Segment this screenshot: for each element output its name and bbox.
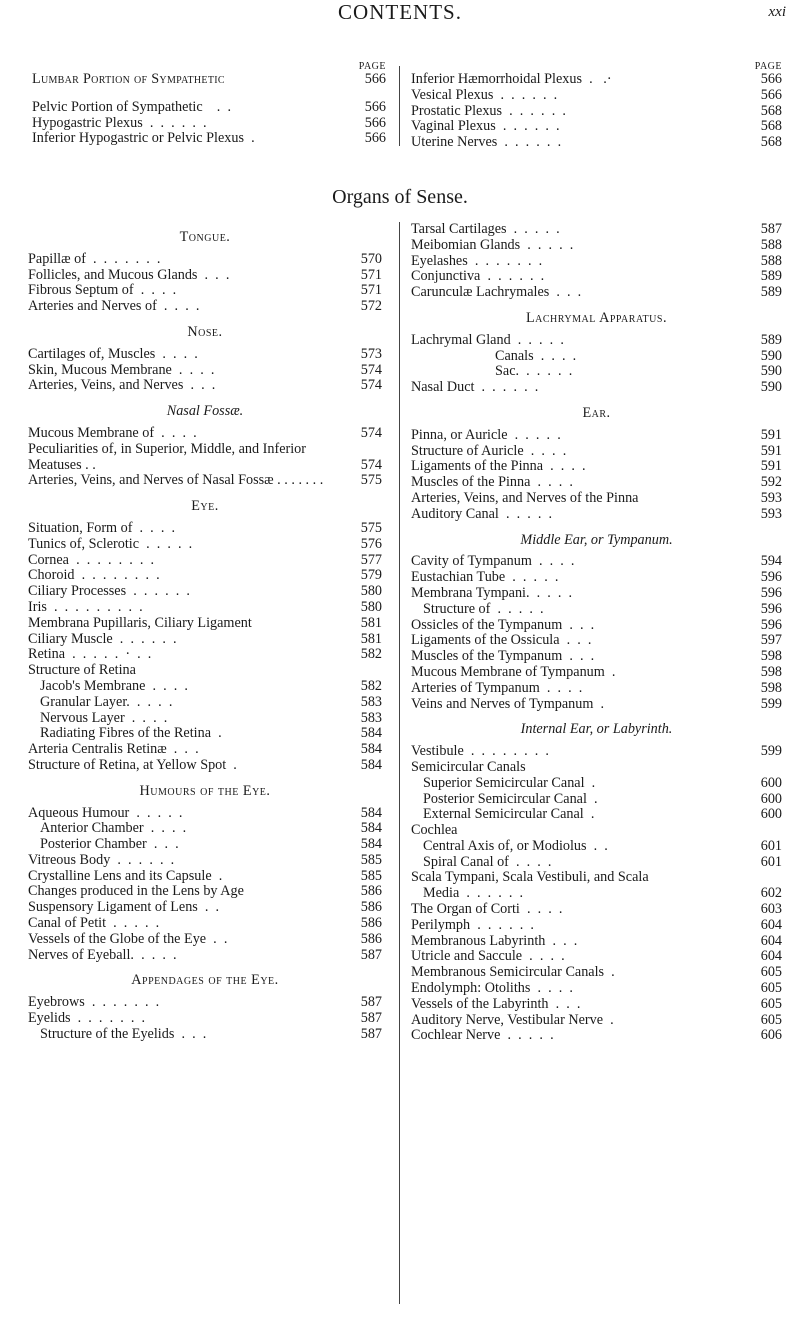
- toc-entry: [32, 116, 386, 132]
- toc-entry: [28, 616, 382, 632]
- toc-entry: [28, 837, 382, 853]
- page-title: CONTENTS.: [338, 0, 462, 24]
- toc-entry-text: The Organ of Corti . . . .: [411, 902, 563, 918]
- toc-entry-page: 566: [364, 130, 386, 147]
- toc-entry-text: Ossicles of the Tympanum . . .: [411, 617, 595, 633]
- toc-entry-text: Scala Tympani, Scala Vestibuli, and Scala: [411, 869, 649, 886]
- toc-entry-text: Eyebrows . . . . . . .: [28, 995, 160, 1011]
- toc-entry: [28, 473, 382, 489]
- toc-entry: [411, 491, 782, 507]
- toc-entry-page: [358, 663, 382, 679]
- toc-entry: [28, 695, 382, 711]
- toc-entry: [28, 521, 382, 537]
- toc-entry-page: 596: [760, 600, 782, 617]
- toc-entry-page: 584: [360, 741, 382, 758]
- toc-entry: [411, 570, 782, 586]
- toc-entry-text: Tarsal Cartilages . . . . .: [411, 222, 560, 237]
- top-right-column: [411, 62, 782, 151]
- toc-entry-page: 586: [360, 930, 382, 947]
- toc-entry-page: 581: [360, 614, 382, 631]
- toc-entry: [28, 299, 382, 315]
- toc-entry-page: 600: [760, 806, 782, 823]
- toc-entry-page: 572: [360, 298, 382, 315]
- toc-entry: [411, 618, 782, 634]
- toc-entry: [411, 902, 782, 918]
- toc-entry-text: Arteries, Veins, and Nerves of the Pinna: [411, 490, 639, 506]
- toc-entry-page: 568: [760, 118, 782, 135]
- toc-entry-page: 583: [360, 709, 382, 726]
- toc-entry-text: Veins and Nerves of Tympanum .: [411, 696, 604, 712]
- toc-entry-text: Choroid . . . . . . . .: [28, 568, 160, 584]
- toc-entry: [28, 268, 382, 284]
- toc-entry-text: Changes produced in the Lens by Age: [28, 884, 244, 900]
- toc-entry: [411, 554, 782, 570]
- toc-entry: [28, 347, 382, 363]
- toc-entry-text: Aqueous Humour . . . . .: [28, 805, 183, 821]
- toc-entry-page: 593: [760, 489, 782, 506]
- toc-heading: Nose.: [187, 323, 223, 340]
- toc-entry-text: Granular Layer. . . . .: [40, 694, 173, 710]
- toc-entry: [28, 742, 382, 758]
- toc-entry-text: Arteries and Nerves of . . . .: [28, 299, 200, 315]
- toc-entry-page: 598: [760, 648, 782, 665]
- toc-entry: [28, 442, 382, 474]
- toc-entry-page: 605: [760, 1011, 782, 1028]
- toc-entry-text: Radiating Fibres of the Retina .: [40, 726, 222, 742]
- toc-entry-text: Uterine Nerves . . . . . .: [411, 135, 562, 151]
- toc-entry-page: 586: [360, 883, 382, 900]
- toc-entry-page: 587: [360, 946, 382, 963]
- toc-entry-page: 590: [760, 363, 782, 380]
- toc-entry: [28, 806, 382, 822]
- toc-entry-text: Meibomian Glands . . . . .: [411, 237, 574, 253]
- toc-heading: Tongue.: [179, 229, 231, 245]
- toc-entry: [28, 252, 382, 268]
- toc-entry: [411, 285, 782, 301]
- toc-entry-text: Sac. . . . . .: [495, 364, 573, 380]
- toc-entry-text: Structure of Retina, at Yellow Spot .: [28, 757, 237, 773]
- toc-entry-page: 587: [760, 221, 782, 237]
- toc-entry-text: Structure of . . . . .: [423, 601, 544, 617]
- toc-heading: Humours of the Eye.: [139, 782, 271, 799]
- toc-entry-text-cont: Media . . . . . .: [423, 886, 524, 902]
- toc-entry-page: 574: [360, 424, 382, 441]
- toc-entry-text: Arteries of Tympanum . . . .: [411, 680, 583, 696]
- toc-entry-page: 596: [760, 569, 782, 586]
- toc-entry-text: Posterior Semicircular Canal .: [423, 791, 598, 807]
- toc-entry-text: Arteries, Veins, and Nerves of Nasal Fossæ . . . . . . .: [28, 473, 324, 489]
- toc-entry-page: 602: [760, 885, 782, 902]
- toc-entry-text: Tunics of, Sclerotic . . . . .: [28, 536, 193, 552]
- toc-entry-text: Vessels of the Globe of the Eye . .: [28, 931, 228, 947]
- column-divider-top: [399, 66, 400, 146]
- toc-entry-text: Membrana Pupillaris, Ciliary Ligament: [28, 615, 252, 631]
- toc-entry-page: 589: [760, 331, 782, 348]
- toc-entry-page: 571: [360, 266, 382, 283]
- toc-entry-text: Perilymph . . . . . .: [411, 917, 534, 933]
- toc-subheading: Middle Ear, or Tympanum.: [520, 531, 673, 548]
- toc-entry: [411, 776, 782, 792]
- toc-entry-page: 589: [760, 284, 782, 301]
- toc-entry: [28, 726, 382, 742]
- toc-entry-text: Conjunctiva . . . . . .: [411, 269, 545, 285]
- toc-entry: [28, 900, 382, 916]
- toc-entry: [411, 586, 782, 602]
- spacer: [32, 88, 386, 100]
- toc-entry-text: Muscles of the Tympanum . . .: [411, 649, 595, 665]
- toc-subheading: Internal Ear, or Labyrinth.: [520, 721, 673, 738]
- toc-entry: [411, 459, 782, 475]
- toc-entry-text: Vestibule . . . . . . . .: [411, 744, 549, 760]
- toc-entry: [411, 104, 782, 120]
- toc-entry: [28, 711, 382, 727]
- toc-entry-text: Cochlear Nerve . . . . .: [411, 1028, 554, 1044]
- toc-entry: [411, 965, 782, 981]
- toc-entry-text: Cavity of Tympanum . . . .: [411, 554, 575, 570]
- toc-entry-text: Inferior Hæmorrhoidal Plexus . .·: [411, 72, 612, 87]
- toc-entry-page: 580: [360, 598, 382, 615]
- toc-entry-text: Mucous Membrane of . . . .: [28, 425, 197, 441]
- toc-entry-text: Arteries, Veins, and Nerves . . .: [28, 378, 216, 394]
- toc-heading: Ear.: [582, 404, 611, 421]
- toc-entry-text: Ciliary Muscle . . . . . .: [28, 631, 177, 647]
- toc-entry-page: 573: [360, 345, 382, 362]
- toc-entry-page: 605: [760, 995, 782, 1012]
- toc-entry-page: 593: [760, 505, 782, 522]
- toc-entry: [32, 131, 386, 147]
- toc-entry-text: Arteria Centralis Retinæ . . .: [28, 742, 199, 758]
- toc-entry-text: Muscles of the Pinna . . . .: [411, 475, 573, 491]
- toc-entry-text: External Semicircular Canal .: [423, 807, 595, 823]
- toc-entry-text: Membranous Semicircular Canals .: [411, 965, 615, 981]
- toc-entry-text: Utricle and Saccule . . . .: [411, 949, 565, 965]
- toc-entry-text: Vessels of the Labyrinth . . .: [411, 996, 581, 1012]
- toc-entry: [411, 507, 782, 523]
- toc-entry-page: 605: [760, 980, 782, 997]
- toc-heading: Lachrymal Apparatus.: [526, 309, 667, 326]
- toc-entry-text: Vesical Plexus . . . . . .: [411, 87, 558, 103]
- toc-entry-text: Membranous Labyrinth . . .: [411, 933, 578, 949]
- toc-entry-text: Central Axis of, or Modiolus . .: [423, 838, 608, 854]
- toc-entry-page: 584: [360, 820, 382, 837]
- toc-entry-page: 604: [760, 932, 782, 949]
- toc-entry-page: 586: [360, 899, 382, 916]
- toc-entry-page: 591: [760, 426, 782, 443]
- toc-entry: [411, 428, 782, 444]
- toc-entry-text: Eyelids . . . . . . .: [28, 1011, 146, 1027]
- toc-entry: [411, 444, 782, 460]
- toc-entry-text: Structure of the Eyelids . . .: [40, 1026, 207, 1042]
- toc-entry: [411, 380, 782, 396]
- toc-entry-page: 599: [760, 695, 782, 712]
- toc-entry-page: [758, 823, 782, 839]
- toc-entry: [28, 758, 382, 774]
- toc-entry: [28, 584, 382, 600]
- toc-entry: [411, 238, 782, 254]
- toc-entry-text: Papillæ of . . . . . . .: [28, 251, 161, 267]
- toc-entry: [28, 568, 382, 584]
- toc-entry-page: 587: [360, 994, 382, 1011]
- toc-entry: [28, 853, 382, 869]
- toc-entry: [28, 932, 382, 948]
- toc-entry-text: Skin, Mucous Membrane . . . .: [28, 362, 215, 378]
- toc-entry: [411, 602, 782, 618]
- toc-entry: [411, 792, 782, 808]
- toc-entry-text: Hypogastric Plexus . . . . . .: [32, 115, 207, 131]
- toc-entry: [411, 981, 782, 997]
- toc-entry-text: Peculiarities of, in Superior, Middle, and Inferior Meatuses . .: [28, 441, 306, 473]
- toc-entry: [28, 537, 382, 553]
- toc-entry-page: 588: [760, 236, 782, 253]
- toc-entry: [411, 633, 782, 649]
- toc-entry: [411, 119, 782, 135]
- toc-entry-page: 571: [360, 282, 382, 299]
- toc-entry-text: Structure of Retina: [28, 663, 136, 679]
- toc-entry: [411, 918, 782, 934]
- toc-entry-page: 598: [760, 663, 782, 680]
- toc-entry-page: 574: [360, 361, 382, 378]
- toc-entry: [28, 948, 382, 964]
- toc-entry: [411, 222, 782, 238]
- page-number: xxi: [768, 4, 786, 20]
- toc-entry-page: 599: [760, 743, 782, 760]
- toc-entry: [411, 269, 782, 285]
- toc-entry: [411, 697, 782, 713]
- toc-entry-text: Retina . . . . . · . .: [28, 647, 152, 663]
- toc-entry-page: 584: [360, 836, 382, 853]
- toc-entry: [28, 821, 382, 837]
- toc-entry: [411, 349, 782, 365]
- toc-entry: [32, 100, 386, 116]
- toc-entry: [411, 1028, 782, 1044]
- toc-entry-page: 566: [364, 114, 386, 131]
- toc-entry-page: 589: [760, 268, 782, 285]
- toc-entry: [411, 744, 782, 760]
- toc-entry-page: 584: [360, 725, 382, 742]
- toc-entry-page: 592: [760, 474, 782, 491]
- toc-entry-page: 603: [760, 901, 782, 918]
- toc-entry-page: 598: [760, 679, 782, 696]
- toc-entry-text: Lumbar Portion of Sympathetic: [32, 72, 225, 87]
- toc-entry-page: 574: [360, 377, 382, 394]
- toc-entry: [28, 632, 382, 648]
- toc-entry-page: 581: [360, 630, 382, 647]
- toc-entry: [411, 839, 782, 855]
- toc-entry-page: 601: [760, 853, 782, 870]
- toc-entry: [411, 997, 782, 1013]
- toc-entry: [28, 426, 382, 442]
- toc-entry-text: Follicles, and Mucous Glands . . .: [28, 267, 230, 283]
- toc-entry-text: Auditory Canal . . . . .: [411, 506, 553, 522]
- toc-entry-page: 579: [360, 567, 382, 584]
- toc-entry: [411, 364, 782, 380]
- toc-entry-text: Crystalline Lens and its Capsule .: [28, 868, 223, 884]
- toc-entry-page: 566: [364, 71, 386, 87]
- toc-entry-text: Mucous Membrane of Tympanum .: [411, 664, 616, 680]
- toc-entry-page: 605: [760, 964, 782, 981]
- toc-entry: [411, 665, 782, 681]
- toc-entry-page: 596: [760, 584, 782, 601]
- toc-entry: [411, 855, 782, 871]
- toc-entry-page: 597: [760, 632, 782, 649]
- toc-entry-page: 594: [760, 553, 782, 570]
- toc-entry: [32, 72, 386, 88]
- toc-entry-text: Endolymph: Otoliths . . . .: [411, 981, 573, 997]
- toc-entry-page: 596: [760, 616, 782, 633]
- toc-entry-text: Suspensory Ligament of Lens . .: [28, 900, 220, 916]
- toc-entry-page: 604: [760, 916, 782, 933]
- toc-entry: [411, 254, 782, 270]
- top-left-column: [32, 62, 386, 147]
- toc-entry: [411, 949, 782, 965]
- toc-entry: [28, 378, 382, 394]
- toc-entry: [411, 934, 782, 950]
- toc-entry: [28, 1011, 382, 1027]
- toc-entry-text: Cochlea: [411, 823, 458, 839]
- toc-entry-page: 576: [360, 535, 382, 552]
- toc-entry: [28, 869, 382, 885]
- toc-entry-page: 566: [760, 86, 782, 103]
- toc-entry-page: 575: [360, 519, 382, 536]
- toc-entry: [411, 823, 782, 839]
- toc-entry-text: Inferior Hypogastric or Pelvic Plexus .: [32, 131, 255, 147]
- toc-entry-text: Vaginal Plexus . . . . . .: [411, 119, 560, 135]
- toc-entry-page: 604: [760, 948, 782, 965]
- toc-entry-text: Nasal Duct . . . . . .: [411, 380, 539, 396]
- toc-entry: [411, 475, 782, 491]
- toc-entry-text: Eyelashes . . . . . . .: [411, 253, 543, 269]
- toc-entry-page: 583: [360, 693, 382, 710]
- toc-entry-text: Pelvic Portion of Sympathetic . .: [32, 99, 231, 115]
- toc-entry-text: Structure of Auricle . . . .: [411, 443, 567, 459]
- toc-entry: [28, 679, 382, 695]
- toc-entry: [411, 135, 782, 151]
- toc-entry-page: 580: [360, 583, 382, 600]
- toc-entry-text: Membrana Tympani. . . . .: [411, 585, 573, 601]
- toc-entry-page: 577: [360, 551, 382, 568]
- toc-entry-page: 587: [360, 1025, 382, 1042]
- toc-entry-text: Posterior Chamber . . .: [40, 837, 179, 853]
- toc-entry-page: 591: [760, 442, 782, 459]
- toc-entry-text: Nerves of Eyeball. . . . .: [28, 947, 177, 963]
- toc-entry-text: Canals . . . .: [495, 348, 577, 364]
- toc-entry-page: 587: [360, 1010, 382, 1027]
- toc-entry-text: Lachrymal Gland . . . . .: [411, 332, 564, 348]
- toc-entry-page: 584: [360, 756, 382, 773]
- toc-entry: [411, 88, 782, 104]
- toc-entry: [28, 884, 382, 900]
- toc-entry: [411, 760, 782, 776]
- toc-entry: [411, 333, 782, 349]
- column-divider-main: [399, 222, 400, 1304]
- toc-entry-page: 585: [360, 867, 382, 884]
- toc-entry-page: 586: [360, 915, 382, 932]
- toc-entry-page: 584: [360, 804, 382, 821]
- page-column-label: PAGE: [754, 61, 782, 72]
- toc-entry-page: [758, 760, 782, 776]
- toc-heading: Eye.: [191, 498, 219, 515]
- toc-entry-text: Anterior Chamber . . . .: [40, 821, 187, 837]
- toc-entry: [411, 1013, 782, 1029]
- toc-entry: [28, 663, 382, 679]
- toc-entry-text: Pinna, or Auricle . . . . .: [411, 427, 561, 443]
- toc-entry: [28, 1027, 382, 1043]
- toc-entry: [28, 647, 382, 663]
- toc-entry-page: 566: [364, 98, 386, 115]
- toc-entry: [411, 649, 782, 665]
- toc-entry-page: 590: [760, 347, 782, 364]
- toc-entry-text: Auditory Nerve, Vestibular Nerve .: [411, 1012, 614, 1028]
- toc-entry-page: 590: [760, 379, 782, 396]
- toc-entry: [411, 72, 782, 88]
- toc-entry-page: 574: [360, 456, 382, 473]
- toc-entry-text: Prostatic Plexus . . . . . .: [411, 103, 566, 119]
- toc-entry-page: 568: [760, 134, 782, 151]
- toc-entry-text: Canal of Petit . . . . .: [28, 916, 160, 932]
- toc-entry-page: 588: [760, 252, 782, 269]
- toc-entry-text: Jacob's Membrane . . . .: [40, 678, 188, 694]
- toc-entry: [411, 886, 782, 902]
- toc-entry-text: Iris . . . . . . . . .: [28, 599, 143, 615]
- toc-entry-text: Superior Semicircular Canal .: [423, 775, 596, 791]
- toc-entry-page: 582: [360, 677, 382, 694]
- toc-entry: [411, 681, 782, 697]
- toc-entry-text: Fibrous Septum of . . . .: [28, 283, 177, 299]
- toc-entry: [28, 916, 382, 932]
- toc-entry-text: Spiral Canal of . . . .: [423, 854, 552, 870]
- toc-entry: [28, 363, 382, 379]
- toc-entry-text: Carunculæ Lachrymales . . .: [411, 285, 582, 301]
- toc-entry: [28, 553, 382, 569]
- toc-entry: [28, 283, 382, 299]
- page-column-label: PAGE: [358, 61, 386, 72]
- toc-entry-text: Cornea . . . . . . . .: [28, 552, 155, 568]
- toc-heading: Appendages of the Eye.: [131, 972, 279, 989]
- toc-entry-text: Eustachian Tube . . . . .: [411, 570, 559, 586]
- toc-entry-text: Vitreous Body . . . . . .: [28, 852, 175, 868]
- toc-entry-page: 570: [360, 250, 382, 267]
- toc-entry-page: 600: [760, 790, 782, 807]
- toc-entry-text: Ligaments of the Ossicula . . .: [411, 633, 592, 649]
- toc-entry-page: 568: [760, 102, 782, 119]
- toc-entry-page: 582: [360, 646, 382, 663]
- toc-entry: [411, 807, 782, 823]
- toc-entry-text: Nervous Layer . . . .: [40, 710, 168, 726]
- toc-entry-text: Situation, Form of . . . .: [28, 520, 176, 536]
- toc-entry-text: Semicircular Canals: [411, 759, 526, 775]
- right-column: [411, 222, 782, 1044]
- toc-subheading: Nasal Fossæ.: [166, 403, 244, 420]
- toc-entry-page: 600: [760, 774, 782, 791]
- toc-entry-page: 591: [760, 458, 782, 475]
- section-title: Organs of Sense.: [332, 186, 468, 208]
- toc-entry: [28, 995, 382, 1011]
- toc-entry-text: Cartilages of, Muscles . . . .: [28, 346, 198, 362]
- toc-entry-page: 606: [760, 1027, 782, 1044]
- toc-entry-text: Ligaments of the Pinna . . . .: [411, 459, 586, 475]
- toc-entry: [28, 600, 382, 616]
- toc-entry-page: 575: [360, 472, 382, 489]
- toc-entry-page: 566: [760, 71, 782, 87]
- toc-entry-text: Ciliary Processes . . . . . .: [28, 584, 190, 600]
- toc-entry-page: 585: [360, 851, 382, 868]
- left-column: [28, 230, 382, 1043]
- toc-entry-page: 601: [760, 837, 782, 854]
